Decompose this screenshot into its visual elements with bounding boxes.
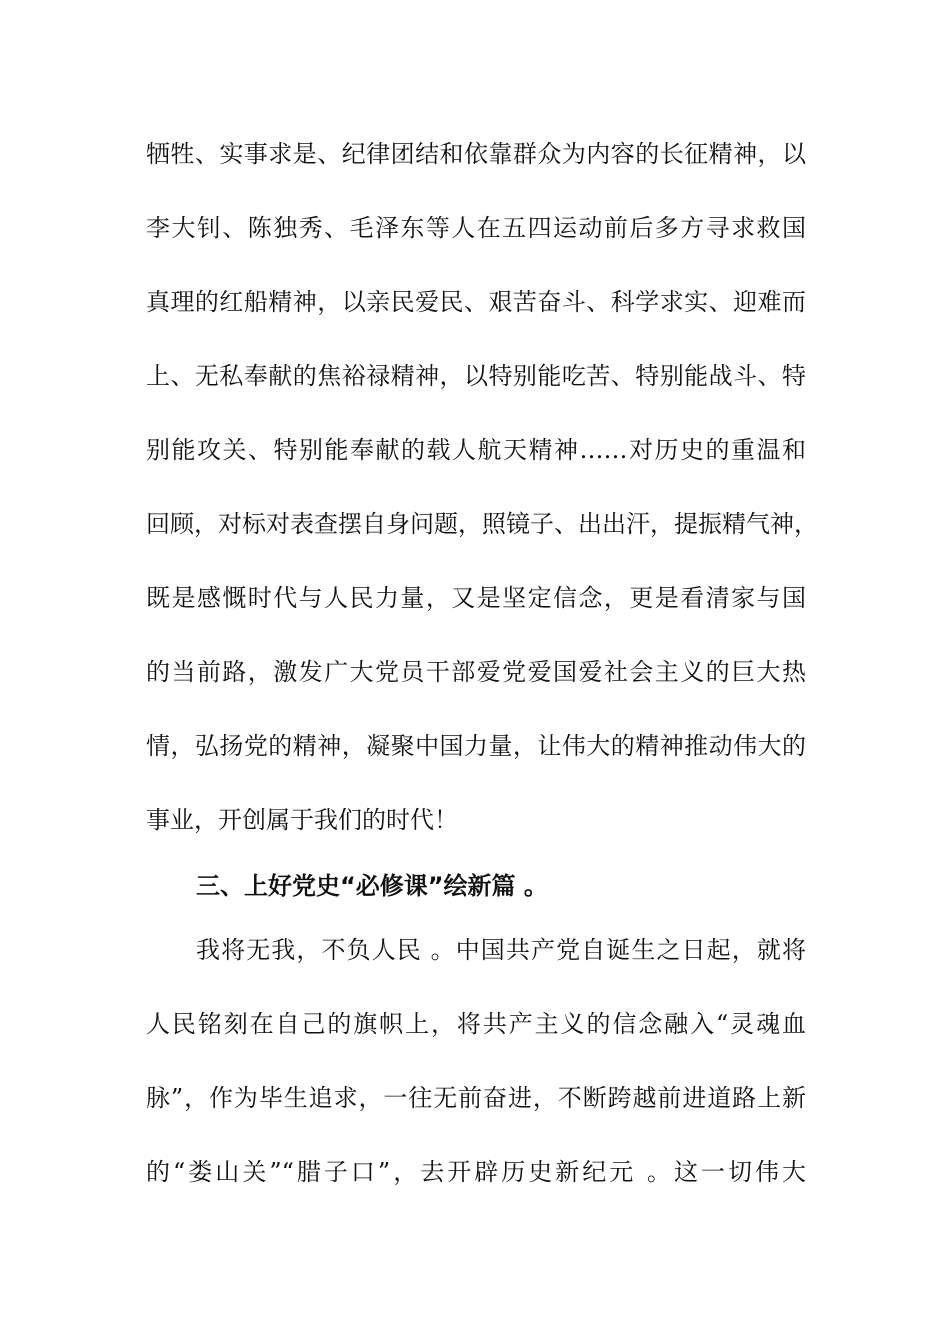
paragraph-line: 事业，开创属于我们的时代！ <box>146 806 458 834</box>
paragraph-line: 既是感慨时代与人民力量，又是坚定信念，更是看清家与国 <box>146 584 806 612</box>
section-heading: 三、上好党史“必修课”绘新篇 。 <box>196 872 548 900</box>
paragraph-line: 真理的红船精神，以亲民爱民、艰苦奋斗、科学求实、迎难而 <box>146 288 806 316</box>
paragraph-line: 我将无我，不负人民 。中国共产党自诞生之日起，就将 <box>196 936 806 964</box>
paragraph-line: 回顾，对标对表查摆自身问题，照镜子、出出汗，提振精气神， <box>146 510 818 538</box>
paragraph-line: 牺牲、实事求是、纪律团结和依靠群众为内容的长征精神，以 <box>146 140 806 168</box>
paragraph-line: 上、无私奉献的焦裕禄精神，以特别能吃苦、特别能战斗、特 <box>146 362 806 390</box>
paragraph-line: 情，弘扬党的精神，凝聚中国力量，让伟大的精神推动伟大的 <box>146 732 806 760</box>
paragraph-line: 别能攻关、特别能奉献的载人航天精神……对历史的重温和 <box>146 436 806 464</box>
paragraph-line: 李大钊、陈独秀、毛泽东等人在五四运动前后多方寻求救国 <box>146 214 806 242</box>
paragraph-line: 脉”，作为毕生追求，一往无前奋进，不断跨越前进道路上新 <box>146 1084 806 1112</box>
paragraph-line: 人民铭刻在自己的旗帜上，将共产主义的信念融入“灵魂血 <box>146 1010 806 1038</box>
paragraph-line: 的当前路，激发广大党员干部爱党爱国爱社会主义的巨大热 <box>146 658 806 686</box>
paragraph-line: 的“娄山关”“腊子口”，去开辟历史新纪元 。这一切伟大 <box>146 1158 806 1186</box>
